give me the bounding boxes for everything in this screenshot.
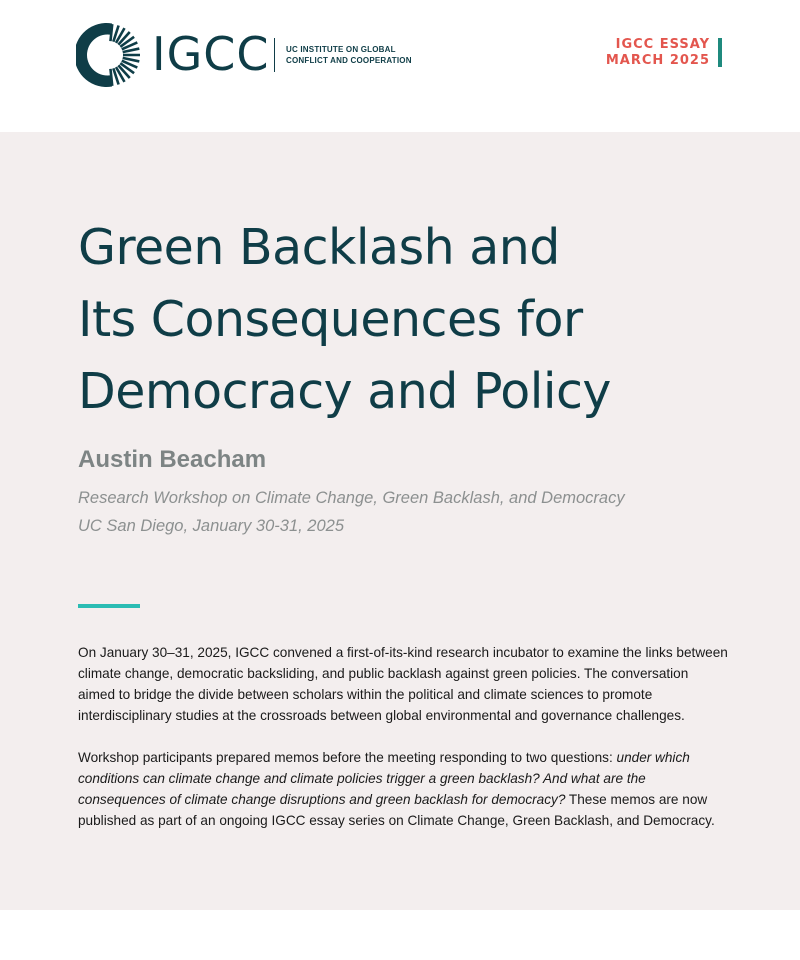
paragraph-2-questions: under which conditions can climate change and climate policies trigger a green backlash? And what are the consequences of climate change disruptions and green backlash for democracy?	[78, 750, 690, 807]
logo-ray	[110, 69, 112, 86]
essay-label: IGCC ESSAY	[615, 37, 710, 52]
author-name: Austin Beacham	[78, 446, 267, 473]
workshop-name: Research Workshop on Climate Change, Green Backlash, and Democracy	[78, 489, 625, 507]
accent-rule	[78, 604, 140, 608]
paragraph-2-end: These memos are now published as part of an ongoing IGCC essay series on Climate Change, Green Backlash, and Democracy.	[78, 792, 715, 828]
paragraph-2	[78, 747, 728, 831]
paragraph-1: On January 30–31, 2025, IGCC convened a first-of-its-kind research incubator to examine the links between climate change, democratic backsliding, and public backlash against green policies. The conversation aimed to bridge the divide between scholars within the political and climate sciences to promote interdisciplinary studies at the crossroads between global environmental and governance challenges.	[78, 645, 728, 723]
igcc-logo-icon	[76, 22, 142, 88]
logo-subtitle	[286, 44, 412, 66]
logo-divider	[274, 38, 275, 72]
title-line-1: Green Backlash and	[78, 219, 560, 276]
title-line-3: Democracy and Policy	[78, 363, 611, 420]
essay-date: MARCH 2025	[605, 53, 710, 68]
content-panel	[0, 132, 800, 910]
workshop-info	[78, 484, 625, 540]
title-line-2: Its Consequences for	[78, 291, 583, 348]
logo-subtitle-line-1: UC INSTITUTE ON GLOBAL	[286, 45, 396, 54]
page-header	[0, 0, 800, 132]
logo-subtitle-line-2: CONFLICT AND COOPERATION	[286, 56, 412, 65]
essay-accent-bar	[718, 38, 722, 67]
workshop-location-date: UC San Diego, January 30-31, 2025	[78, 517, 344, 535]
logo-wordmark: IGCC	[152, 27, 270, 81]
document-title	[78, 212, 758, 428]
logo-ray	[110, 24, 112, 41]
essay-tag	[606, 37, 710, 69]
body-text	[78, 642, 728, 852]
paragraph-2-start: Workshop participants prepared memos before the meeting responding to two questions:	[78, 750, 617, 765]
